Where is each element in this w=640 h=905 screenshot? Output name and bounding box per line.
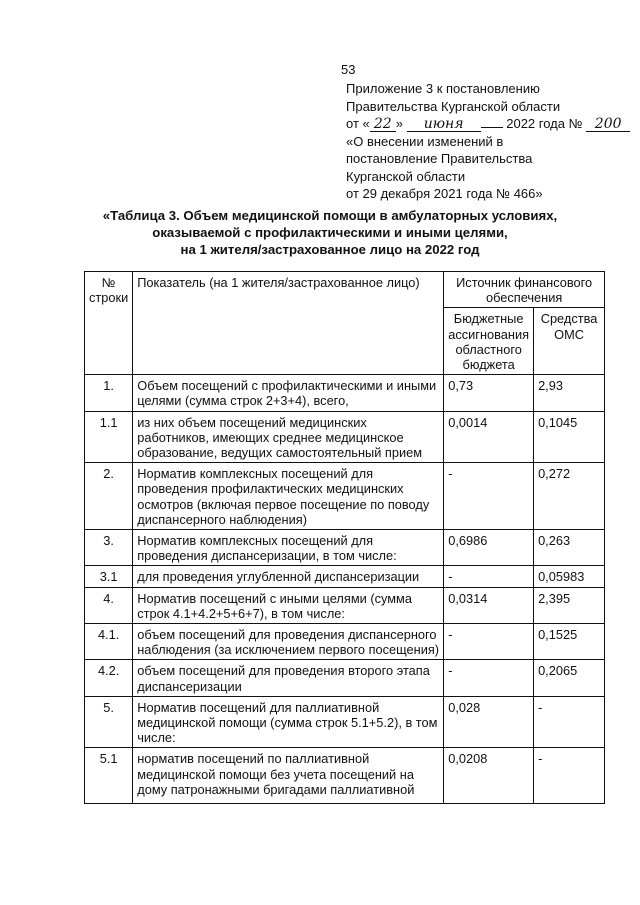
table-title — [60, 207, 600, 258]
appendix-line-1: Приложение 3 к постановлению — [346, 81, 540, 96]
header-row-no: № строки — [85, 272, 133, 375]
date-blank-line — [481, 115, 503, 128]
row-oms: - — [534, 748, 605, 804]
row-indicator: Норматив посещений с иными целями (сумма строк 4.1+4.2+5+6+7), в том числе: — [133, 587, 444, 623]
row-oms: 0,2065 — [534, 660, 605, 696]
row-number: 5.1 — [85, 748, 133, 804]
table-row — [85, 587, 605, 623]
row-budget: - — [444, 660, 534, 696]
appendix-line-6: Курганской области — [346, 168, 466, 184]
row-number: 5. — [85, 696, 133, 748]
appendix-line-5: постановление Правительства — [346, 151, 533, 166]
row-oms: 2,93 — [534, 375, 605, 411]
row-oms: - — [534, 696, 605, 748]
row-number: 4.2. — [85, 660, 133, 696]
row-oms: 0,05983 — [534, 566, 605, 587]
handwritten-month: июня — [407, 117, 481, 132]
data-table — [84, 271, 605, 804]
row-indicator: для проведения углубленной диспансеризации — [133, 566, 444, 587]
handwritten-number: 200 — [586, 117, 630, 132]
row-budget: 0,73 — [444, 375, 534, 411]
title-line-2: оказываемой с профилактическими и иными целями, — [152, 225, 508, 240]
row-oms: 0,272 — [534, 463, 605, 530]
row-budget: - — [444, 566, 534, 587]
table-row — [85, 660, 605, 696]
row-oms: 0,1045 — [534, 411, 605, 463]
row-budget: - — [444, 624, 534, 660]
header-oms: Средства ОМС — [534, 308, 605, 375]
row-number: 4.1. — [85, 624, 133, 660]
table-row — [85, 624, 605, 660]
row-budget: 0,6986 — [444, 530, 534, 566]
row-oms: 2,395 — [534, 587, 605, 623]
table-row — [85, 530, 605, 566]
row-oms: 0,263 — [534, 530, 605, 566]
row-budget: 0,0014 — [444, 411, 534, 463]
title-line-3: на 1 жителя/застрахованное лицо на 2022 год — [180, 242, 480, 257]
header-indicator: Показатель (на 1 жителя/застрахованное лицо) — [133, 272, 444, 375]
row-budget: 0,0208 — [444, 748, 534, 804]
row-indicator: Норматив посещений для паллиативной медицинской помощи (сумма строк 5.1+5.2), в том числе: — [133, 696, 444, 748]
row-number: 1. — [85, 375, 133, 411]
table-row — [85, 411, 605, 463]
header-budget: Бюджетные ассигнования областного бюджета — [444, 308, 534, 375]
row-indicator: Норматив комплексных посещений для проведения диспансеризации, в том числе: — [133, 530, 444, 566]
row-indicator: объем посещений для проведения второго этапа диспансеризации — [133, 660, 444, 696]
appendix-line-7: от 29 декабря 2021 года № 466» — [346, 186, 543, 201]
row-number: 1.1 — [85, 411, 133, 463]
row-oms: 0,1525 — [534, 624, 605, 660]
title-line-1: «Таблица 3. Объем медицинской помощи в амбулаторных условиях, — [102, 208, 558, 223]
row-indicator: объем посещений для проведения диспансерного наблюдения (за исключением первого посещения) — [133, 624, 444, 660]
row-number: 3. — [85, 530, 133, 566]
handwritten-day: 22 — [370, 117, 396, 132]
row-indicator: Норматив комплексных посещений для проведения профилактических медицинских осмотров (включая первое посещение по поводу диспансерного наблюдения) — [133, 463, 444, 530]
appendix-header — [346, 80, 630, 203]
row-indicator: из них объем посещений медицинских работников, имеющих среднее медицинское образование, ведущих самостоятельный прием — [133, 411, 444, 463]
appendix-date-line — [346, 115, 630, 133]
date-prefix: от « — [346, 116, 370, 131]
table-row — [85, 463, 605, 530]
appendix-line-2: Правительства Курганской области — [346, 98, 561, 114]
header-source: Источник финансового обеспечения — [444, 272, 605, 308]
header-row — [85, 272, 605, 308]
row-budget: 0,028 — [444, 696, 534, 748]
table-row — [85, 748, 605, 804]
row-indicator: Объем посещений с профилактическими и иными целями (сумма строк 2+3+4), всего, — [133, 375, 444, 411]
table-row — [85, 375, 605, 411]
date-year: 2022 года № — [506, 116, 583, 131]
table-row — [85, 696, 605, 748]
appendix-line-4: «О внесении изменений в — [346, 133, 504, 149]
row-number: 3.1 — [85, 566, 133, 587]
date-sep: » — [395, 116, 403, 131]
row-budget: - — [444, 463, 534, 530]
row-number: 2. — [85, 463, 133, 530]
table-row — [85, 566, 605, 587]
row-number: 4. — [85, 587, 133, 623]
page-number: 53 — [341, 62, 356, 77]
row-budget: 0,0314 — [444, 587, 534, 623]
row-indicator: норматив посещений по паллиативной медицинской помощи без учета посещений на дому патронажными бригадами паллиативной — [133, 748, 444, 804]
